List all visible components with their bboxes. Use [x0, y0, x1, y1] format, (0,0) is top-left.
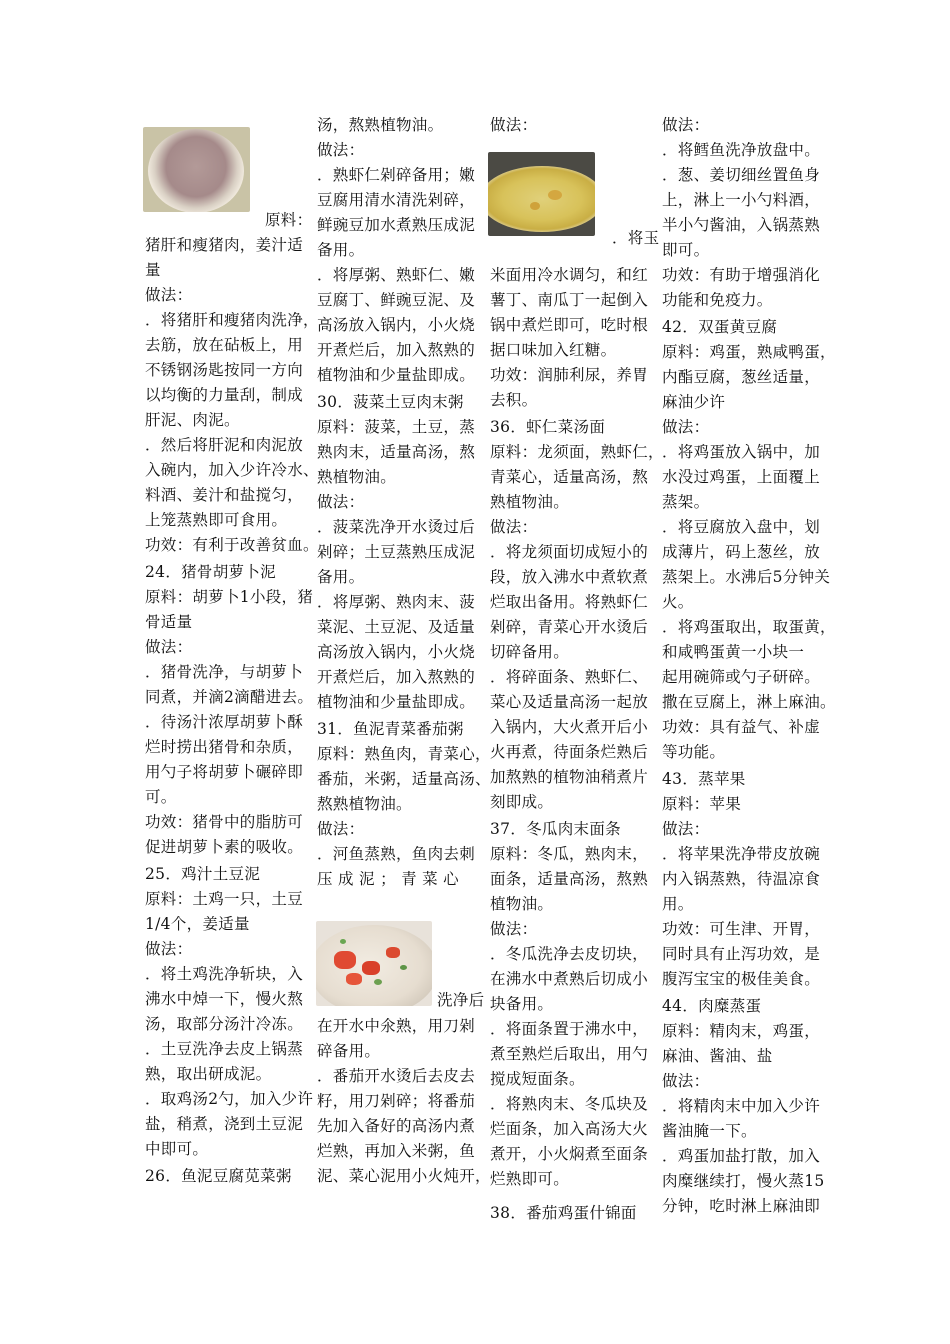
text-line: 功效：有助于增强消化: [662, 266, 821, 284]
text-line: 内入锅蒸熟，待温凉食: [662, 870, 821, 888]
text-line: ．将熟肉末、冬瓜块及: [490, 1095, 649, 1113]
text-line: ．将玉: [612, 229, 660, 247]
text-line: 原料：土鸡一只，土豆: [145, 890, 304, 908]
text-line: 水没过鸡蛋，上面覆上: [662, 468, 821, 486]
text-line: 功效：润肺利尿，养胃: [490, 366, 649, 384]
text-line: 沸水中焯一下，慢火熬: [145, 990, 304, 1008]
text-line: 30．菠菜土豆肉末粥: [317, 393, 464, 411]
text-line: ．菠菜洗净开水烫过后: [317, 518, 476, 536]
text-line: 做法：: [662, 1072, 710, 1090]
text-line: 38．番茄鸡蛋什锦面: [490, 1204, 637, 1222]
text-line: ．猪骨洗净，与胡萝卜: [145, 663, 304, 681]
text-line: 原料：: [265, 211, 313, 229]
text-line: 做法：: [145, 286, 193, 304]
text-line: 洗净后: [437, 991, 485, 1009]
text-line: 豆腐用清水清洗剁碎，: [317, 191, 476, 209]
text-line: 青菜心，适量高汤，熬: [490, 468, 649, 486]
text-line: ．土豆洗净去皮上锅蒸: [145, 1040, 304, 1058]
text-line: 烂熟，再加入米粥，鱼: [317, 1142, 476, 1160]
text-line: 盐，稍煮，浇到土豆泥: [145, 1115, 304, 1133]
text-line: 烂熟即可。: [490, 1170, 570, 1188]
text-line: ．待汤汁浓厚胡萝卜酥: [145, 713, 304, 731]
text-line: 酱油腌一下。: [662, 1122, 757, 1140]
text-line: 植物油和少量盐即成。: [317, 366, 476, 384]
text-line: 功效：可生津、开胃，: [662, 920, 821, 938]
text-line: ．将鸡蛋放入锅中，加: [662, 443, 821, 461]
text-line: 在沸水中煮熟后切成小: [490, 970, 649, 988]
text-line: 肝泥、肉泥。: [145, 411, 240, 429]
text-line: 烂面条，加入高汤大火: [490, 1120, 649, 1138]
text-line: 用勺子将胡萝卜碾碎即: [145, 763, 304, 781]
text-line: 26．鱼泥豆腐苋菜粥: [145, 1167, 292, 1185]
text-line: 开煮烂后，加入熬熟的: [317, 668, 476, 686]
text-line: 豆腐丁、鲜豌豆泥、及: [317, 291, 476, 309]
text-line: 入碗内，加入少许冷水、: [145, 461, 319, 479]
text-line: 段，放入沸水中煮软煮: [490, 568, 649, 586]
text-line: 在开水中氽熟，用刀剁: [317, 1017, 476, 1035]
text-line: 1/4个，姜适量: [145, 915, 250, 933]
text-line: 中即可。: [145, 1140, 209, 1158]
text-line: ．将豆腐放入盘中，划: [662, 518, 821, 536]
text-line: ．将厚粥、熟肉末、菠: [317, 593, 476, 611]
text-line: 煮开，小火焖煮至面条: [490, 1145, 649, 1163]
text-line: 烂时捞出猪骨和杂质，: [145, 738, 304, 756]
text-line: 25．鸡汁土豆泥: [145, 865, 261, 883]
text-line: 做法：: [317, 141, 365, 159]
text-line: 43．蒸苹果: [662, 770, 746, 788]
text-line: 功效：猪骨中的脂肪可: [145, 813, 304, 831]
text-line: 原料：龙须面，熟虾仁，: [490, 443, 664, 461]
text-line: 上，淋上一小勺料酒，: [662, 191, 821, 209]
text-line: 汤，熬熟植物油。: [317, 116, 444, 134]
text-line: 料酒、姜汁和盐搅匀，: [145, 486, 304, 504]
text-line: 蒸架。: [662, 493, 710, 511]
text-line: 做法：: [317, 493, 365, 511]
text-line: 原料：鸡蛋，熟咸鸭蛋，: [662, 343, 836, 361]
text-line: 碎备用。: [317, 1042, 381, 1060]
text-line: 薯丁、南瓜丁一起倒入: [490, 291, 649, 309]
text-line: 原料：熟鱼肉，青菜心，: [317, 745, 491, 763]
text-line: 开煮烂后，加入熬熟的: [317, 341, 476, 359]
text-line: 高汤放入锅内，小火烧: [317, 643, 476, 661]
text-line: 做法：: [317, 820, 365, 838]
text-line: 搅成短面条。: [490, 1070, 585, 1088]
text-line: ．将精肉末中加入少许: [662, 1097, 821, 1115]
text-line: 31．鱼泥青菜番茄粥: [317, 720, 464, 738]
text-line: 做法：: [662, 116, 710, 134]
text-line: 烂取出备用。将熟虾仁: [490, 593, 649, 611]
text-line: 促进胡萝卜素的吸收。: [145, 838, 304, 856]
text-line: 籽，用刀剁碎；将番茄: [317, 1092, 476, 1110]
text-line: ．将猪肝和瘦猪肉洗净，: [145, 311, 319, 329]
text-line: ．将鳕鱼洗净放盘中。: [662, 141, 821, 159]
text-line: 泥、菜心泥用小火炖开，: [317, 1167, 491, 1185]
text-line: 量: [145, 261, 161, 279]
text-line: 熟肉末，适量高汤，熬: [317, 443, 476, 461]
text-line: 火。: [662, 593, 694, 611]
text-line: 鲜豌豆加水煮熟压成泥: [317, 216, 476, 234]
text-line: 猪肝和瘦猪肉，姜汁适: [145, 236, 304, 254]
liver-puree-photo: [143, 127, 250, 212]
text-line: 原料：精肉末，鸡蛋，: [662, 1022, 821, 1040]
text-line: 切碎备用。: [490, 643, 570, 661]
text-line: ．将土鸡洗净斩块，入: [145, 965, 304, 983]
text-line: 剁碎；土豆蒸熟压成泥: [317, 543, 476, 561]
text-line: 去筋，放在砧板上，用: [145, 336, 304, 354]
text-line: 先加入备好的高汤内煮: [317, 1117, 476, 1135]
text-line: 植物油和少量盐即成。: [317, 693, 476, 711]
text-line: 菜心及适量高汤一起放: [490, 693, 649, 711]
text-line: 即可。: [662, 241, 710, 259]
text-line: 功效：具有益气、补虚: [662, 718, 821, 736]
text-line: 面条，适量高汤，熬熟: [490, 870, 649, 888]
text-line: 24．猪骨胡萝卜泥: [145, 563, 276, 581]
text-line: 去积。: [490, 391, 538, 409]
text-line: 同煮，并滴2滴醋进去。: [145, 688, 314, 706]
text-line: ．将厚粥、熟虾仁、嫩: [317, 266, 476, 284]
text-line: 腹泻宝宝的极佳美食。: [662, 970, 821, 988]
text-line: 功效：有利于改善贫血。: [145, 536, 319, 554]
text-line: 和咸鸭蛋黄一小块一: [662, 643, 805, 661]
text-line: 分钟，吃时淋上麻油即: [662, 1197, 821, 1215]
text-line: 米面用冷水调匀，和红: [490, 266, 649, 284]
text-line: 不锈钢汤匙按同一方向: [145, 361, 304, 379]
text-line: 起用碗筛或勺子研碎。: [662, 668, 821, 686]
text-line: 骨适量: [145, 613, 193, 631]
text-line: ．河鱼蒸熟，鱼肉去刺: [317, 845, 476, 863]
text-line: 备用。: [317, 241, 365, 259]
text-line: ．将面条置于沸水中，: [490, 1020, 649, 1038]
text-line: ．将鸡蛋取出，取蛋黄，: [662, 618, 836, 636]
text-line: ．然后将肝泥和肉泥放: [145, 436, 304, 454]
text-line: 等功能。: [662, 743, 726, 761]
text-line: 做法：: [490, 116, 538, 134]
text-line: ．将龙须面切成短小的: [490, 543, 649, 561]
text-line: 做法：: [662, 820, 710, 838]
text-line: 高汤放入锅内，小火烧: [317, 316, 476, 334]
text-line: ．取鸡汤2勺，加入少许: [145, 1090, 314, 1108]
text-line: 蒸架上。水沸后5分钟关: [662, 568, 831, 586]
text-line: 肉糜继续打，慢火蒸15: [662, 1172, 825, 1190]
text-line: 功能和免疫力。: [662, 291, 773, 309]
text-line: 刻即成。: [490, 793, 554, 811]
text-line: 做法：: [662, 418, 710, 436]
text-line: ．将苹果洗净带皮放碗: [662, 845, 821, 863]
text-line: 剁碎，青菜心开水烫后: [490, 618, 649, 636]
corn-porridge-photo: [488, 152, 595, 236]
text-line: 块备用。: [490, 995, 554, 1013]
text-line: 植物油。: [490, 895, 554, 913]
text-line: 熬熟植物油。: [317, 795, 412, 813]
text-line: 上笼蒸熟即可食用。: [145, 511, 288, 529]
text-line: ．番茄开水烫后去皮去: [317, 1067, 476, 1085]
text-line: 汤，取部分汤汁冷冻。: [145, 1015, 304, 1033]
text-line: ．将碎面条、熟虾仁、: [490, 668, 649, 686]
text-line: 备用。: [317, 568, 365, 586]
text-line: 据口味加入红糖。: [490, 341, 617, 359]
text-line: 煮至熟烂后取出，用勺: [490, 1045, 649, 1063]
text-line: 以均衡的力量刮，制成: [145, 386, 304, 404]
text-line: 42．双蛋黄豆腐: [662, 318, 778, 336]
text-line: 原料：苹果: [662, 795, 742, 813]
text-line: 半小勺酱油，入锅蒸熟: [662, 216, 821, 234]
text-line: 番茄，米粥，适量高汤、: [317, 770, 491, 788]
text-line: 熟，取出研成泥。: [145, 1065, 272, 1083]
text-line: 锅中煮烂即可，吃时根: [490, 316, 649, 334]
text-line: 做法：: [145, 638, 193, 656]
text-line: 原料：菠菜，土豆，蒸: [317, 418, 476, 436]
text-line: 麻油、酱油、盐: [662, 1047, 773, 1065]
text-line: ．熟虾仁剁碎备用；嫩: [317, 166, 476, 184]
text-line: 熟植物油。: [317, 468, 397, 486]
text-line: 入锅内，大火煮开后小: [490, 718, 649, 736]
fish-tomato-porridge-photo: [316, 921, 432, 1006]
text-line: ．葱、姜切细丝置鱼身: [662, 166, 821, 184]
text-line: 做法：: [490, 920, 538, 938]
text-line: 菜泥、土豆泥、及适量: [317, 618, 476, 636]
text-line: 做法：: [145, 940, 193, 958]
text-line: 成薄片，码上葱丝，放: [662, 543, 821, 561]
text-line: 可。: [145, 788, 177, 806]
text-line: 火再煮，待面条烂熟后: [490, 743, 649, 761]
text-line: 熟植物油。: [490, 493, 570, 511]
text-line: 44．肉糜蒸蛋: [662, 997, 762, 1015]
text-line: ．鸡蛋加盐打散，加入: [662, 1147, 821, 1165]
text-line: 36．虾仁菜汤面: [490, 418, 606, 436]
text-line: 37．冬瓜肉末面条: [490, 820, 621, 838]
text-line: 做法：: [490, 518, 538, 536]
text-line: 加熬熟的植物油稍煮片: [490, 768, 649, 786]
text-line: 撒在豆腐上，淋上麻油。: [662, 693, 836, 711]
text-line: 内酯豆腐，葱丝适量，: [662, 368, 821, 386]
text-line: 原料：胡萝卜1小段，猪: [145, 588, 314, 606]
text-line: 同时具有止泻功效，是: [662, 945, 821, 963]
text-line: 压 成 泥 ； 青 菜 心: [317, 870, 459, 888]
text-line: 麻油少许: [662, 393, 726, 411]
text-line: 原料：冬瓜，熟肉末，: [490, 845, 649, 863]
text-line: 用。: [662, 895, 694, 913]
text-line: ．冬瓜洗净去皮切块，: [490, 945, 649, 963]
